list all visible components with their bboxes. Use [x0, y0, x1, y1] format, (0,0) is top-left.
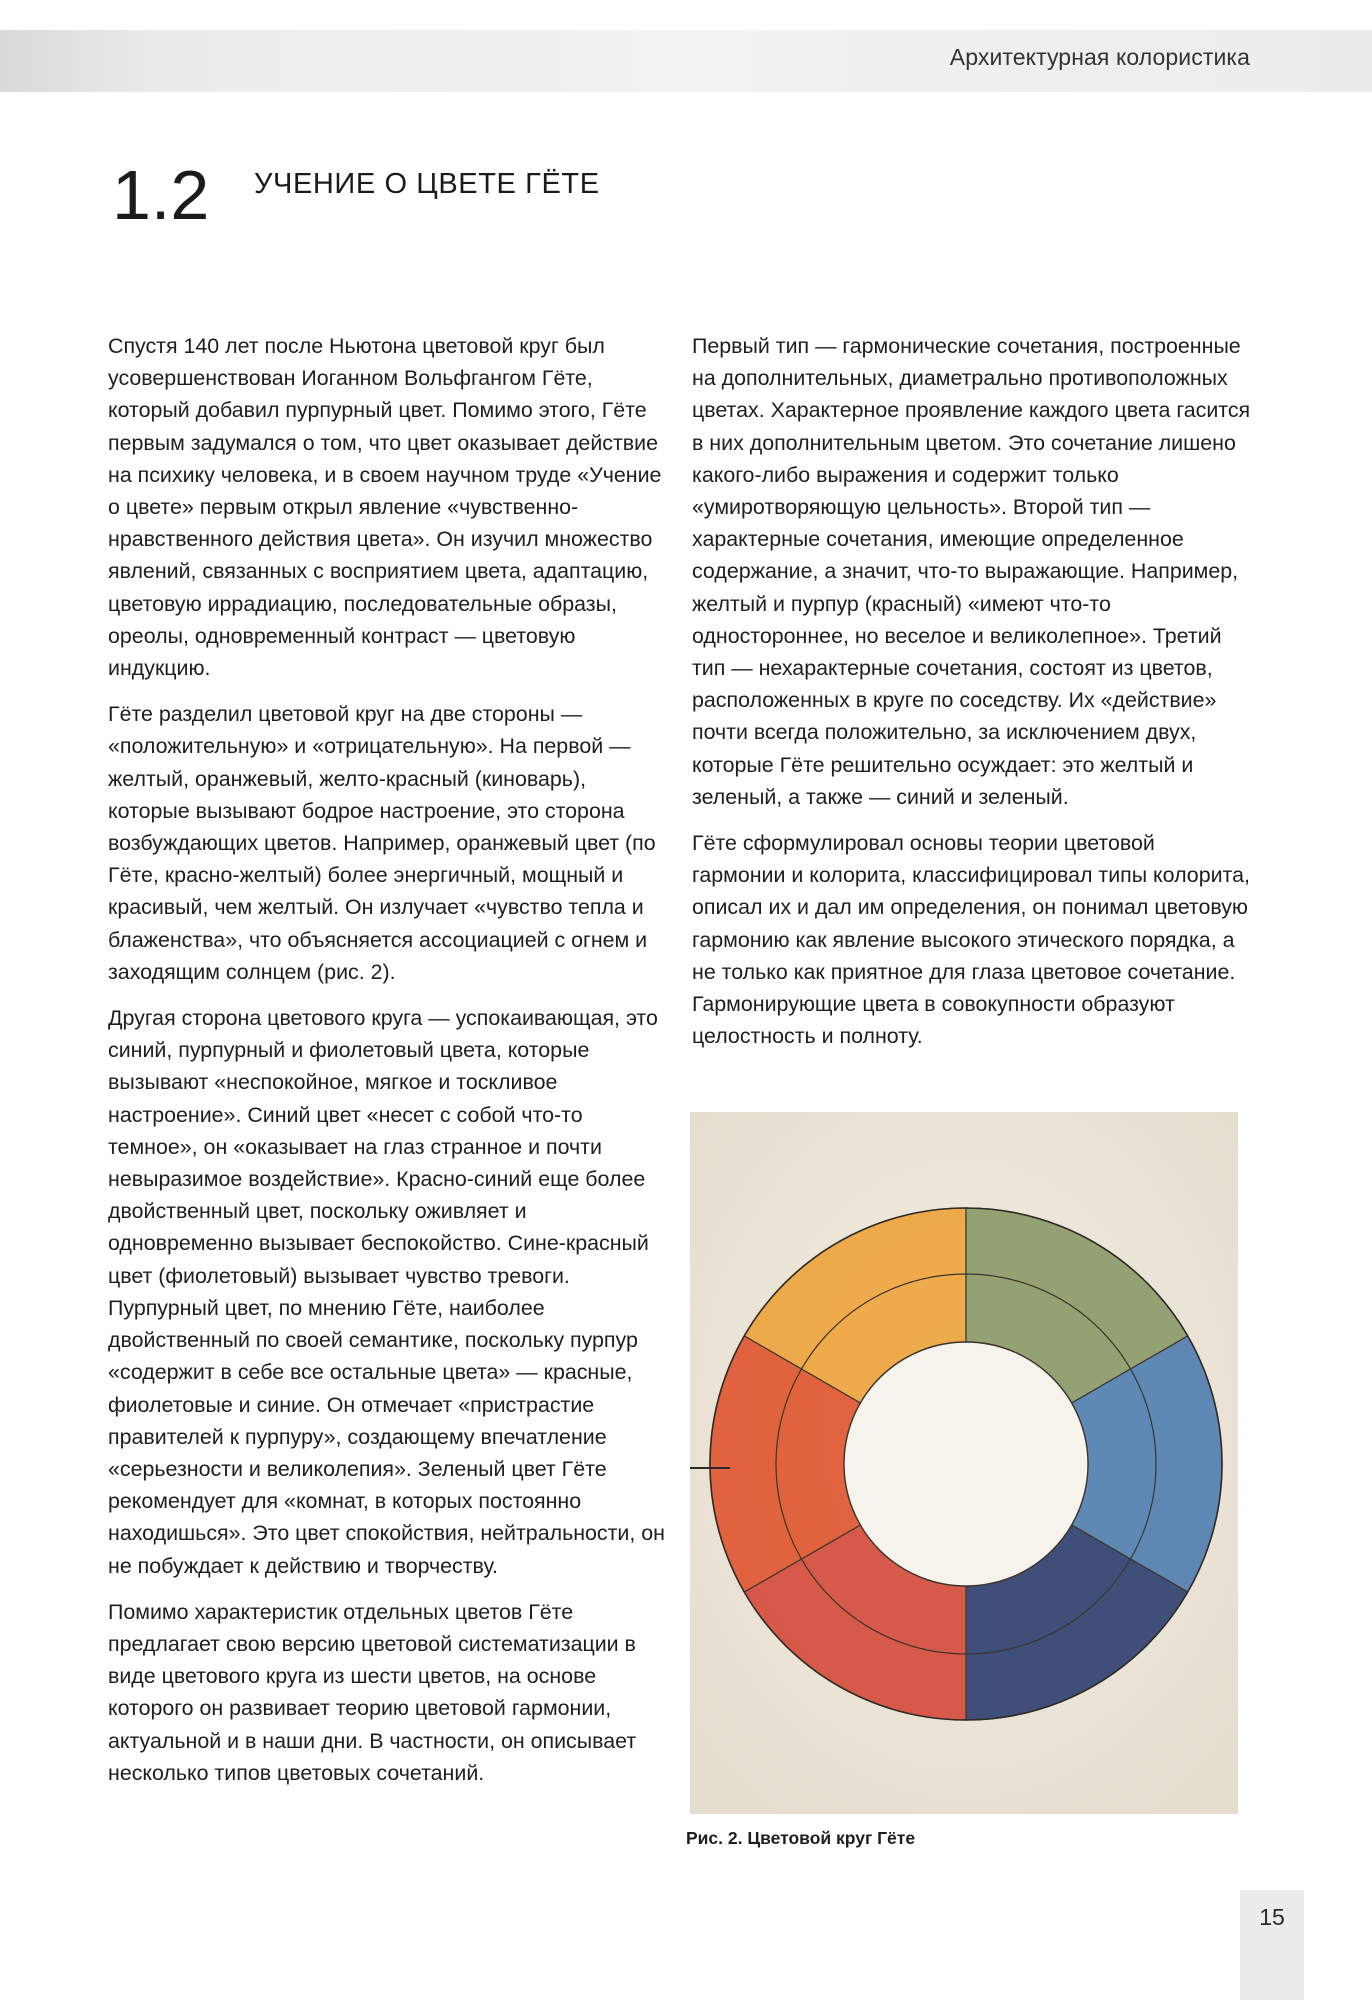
- left-column: [108, 330, 668, 1803]
- color-wheel: [710, 1208, 1222, 1720]
- right-paragraph-1: Первый тип — гармонические сочетания, построенные на дополнительных, диаметрально противоположных цветах. Характерное проявление каждого цвета гасится в них дополнительным цветом. Это сочетание лишено какого-либо выражения и содержит только «умиротворяющую цельность». Второй тип — характерные сочетания, имеющие определенное содержание, а значит, что-то выражающие. Например, желтый и пурпур (красный) «имеют что-то одностороннее, но веселое и великолепное». Третий тип — нехарактерные сочетания, состоят из цветов, расположенных в круге по соседству. Их «действие» почти всегда положительно, за исключением двух, которые Гёте решительно осуждает: это желтый и зеленый, а также — синий и зеленый.: [692, 334, 1251, 809]
- chapter-title: УЧЕНИЕ О ЦВЕТЕ ГЁТЕ: [254, 168, 600, 200]
- running-title: Архитектурная колористика: [949, 44, 1250, 70]
- left-paragraph-3: Другая сторона цветового круга — успокаивающая, это синий, пурпурный и фиолетовый цвета, которые вызывают «неспокойное, мягкое и тоскливое настроение». Синий цвет «несет с собой что-то темное», он «оказывает на глаз странное и почти невыразимое воздействие». Красно-синий еще более двойственный цвет, поскольку оживляет и одновременно вызывает беспокойство. Сине-красный цвет (фиолетовый) вызывает чувство тревоги. Пурпурный цвет, по мнению Гёте, наиболее двойственный по своей семантике, поскольку пурпур «содержит в себе все остальные цвета» — красные, фиолетовые и синие. Он отмечает «пристрастие правителей к пурпуру», создающему впечатление «серьезности и великолепия». Зеленый цвет Гёте рекомендует для «комнат, в которых постоянно находишься». Это цвет спокойствия, нейтральности, он не побуждает к действию и творчеству.: [108, 1006, 665, 1578]
- page-number: 15: [1259, 1904, 1285, 1930]
- chapter-number: 1.2: [112, 156, 210, 234]
- right-paragraph-2: Гёте сформулировал основы теории цветовой гармонии и колорита, классифицировал типы колорита, описал их и дал им определения, он понимал цветовую гармонию как явление высокого этического порядка, а не только как приятное для глаза цветовое сочетание. Гармонирующие цвета в совокупности образуют целостность и полноту.: [692, 831, 1250, 1049]
- wheel-center-hole: [844, 1342, 1088, 1586]
- color-wheel-illustration: [690, 1112, 1238, 1814]
- right-column: [692, 330, 1252, 1066]
- left-paragraph-4: Помимо характеристик отдельных цветов Гёте предлагает свою версию цветовой систематизации в виде цветового круга из шести цветов, на основе которого он развивает теорию цветовой гармонии, актуальной и в наши дни. В частности, он описывает несколько типов цветовых сочетаний.: [108, 1599, 637, 1785]
- figure-caption: Рис. 2. Цветовой круг Гёте: [686, 1828, 916, 1848]
- left-paragraph-2: Гёте разделил цветовой круг на две стороны — «положительную» и «отрицательную». На первой — желтый, оранжевый, желто-красный (киноварь), которые вызывают бодрое настроение, это сторона возбуждающих цветов. Например, оранжевый цвет (по Гёте, красно-желтый) более энергичный, мощный и красивый, чем желтый. Он излучает «чувство тепла и блаженства», что объясняется ассоциацией с огнем и заходящим солнцем (рис. 2).: [108, 702, 656, 984]
- goethe-color-wheel-figure: [690, 1112, 1238, 1814]
- left-paragraph-1: Спустя 140 лет после Ньютона цветовой круг был усовершенствован Иоганном Вольфгангом Гёте, который добавил пурпурный цвет. Помимо этого, Гёте первым задумался о том, что цвет оказывает действие на психику человека, и в своем научном труде «Учение о цвете» первым открыл явление «чувственно-нравственного действия цвета». Он изучил множество явлений, связанных с восприятием цвета, адаптацию, цветовую иррадиацию, последовательные образы, ореолы, одновременный контраст — цветовую индукцию.: [108, 334, 662, 681]
- page-number-tab: [1240, 1890, 1304, 2000]
